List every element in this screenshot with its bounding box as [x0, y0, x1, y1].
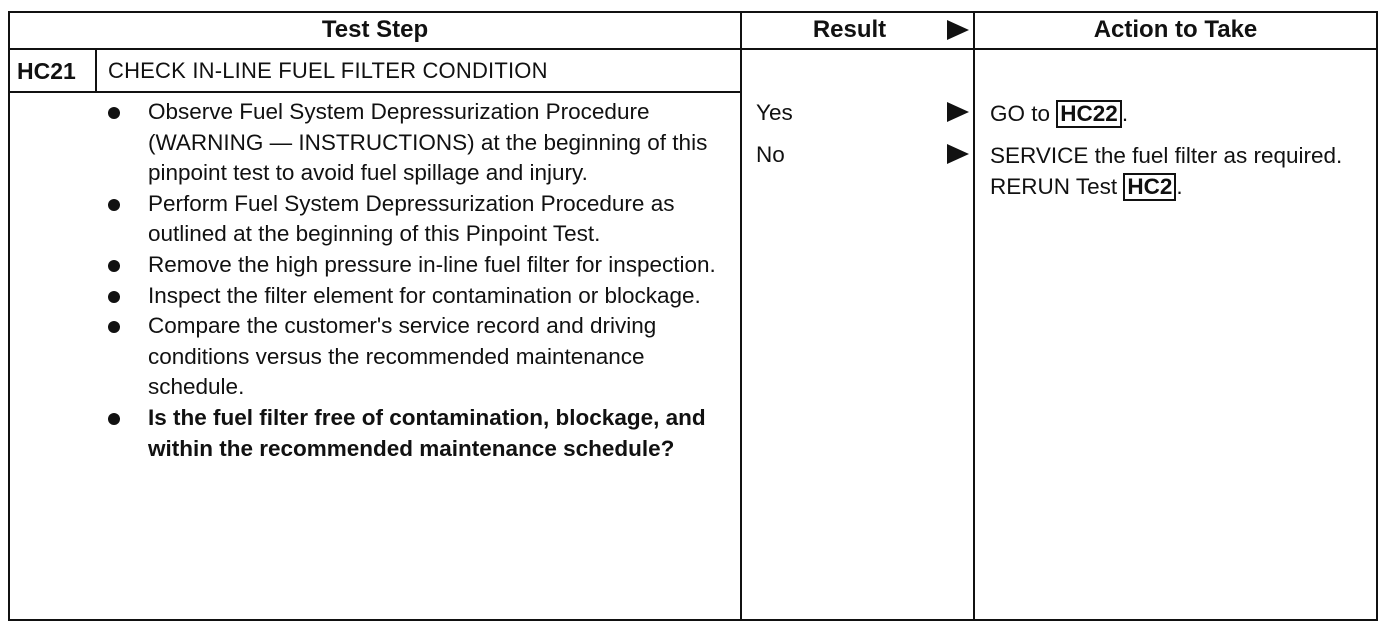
header-action-to-take: Action to Take: [1093, 16, 1258, 43]
header-bottom-border: [8, 48, 1378, 50]
step-bullet-text: Observe Fuel System Depressurization Procedure (WARNING — INSTRUCTIONS) at the beginning of this pinpoint test to avoid fuel spillage and injury.: [148, 99, 708, 186]
bullet-icon: [108, 107, 120, 119]
step-result-divider: [740, 11, 742, 621]
action-yes-test-ref: HC22: [1056, 100, 1122, 128]
step-title: CHECK IN-LINE FUEL FILTER CONDITION: [108, 58, 548, 83]
action-no: [990, 140, 1365, 202]
list-item: [104, 311, 734, 403]
code-cell-divider: [95, 48, 97, 93]
action-yes-suffix: .: [1121, 101, 1129, 126]
list-item: [104, 281, 734, 312]
result-yes: Yes: [756, 100, 793, 125]
action-no-test-ref: HC2: [1123, 173, 1176, 201]
header-test-step: Test Step: [321, 16, 429, 43]
table-top-border: [8, 11, 1378, 13]
step-bullet-text: Inspect the filter element for contamination or blockage.: [148, 282, 701, 308]
test-step-list: [104, 97, 734, 464]
step-bullet-text: Compare the customer's service record and driving conditions versus the recommended maintenance schedule.: [148, 313, 657, 400]
table-bottom-border: [8, 619, 1378, 621]
title-row-bottom-border: [8, 91, 742, 93]
bullet-icon: [108, 199, 120, 211]
header-arrow-icon: [947, 20, 969, 40]
bullet-icon: [108, 413, 120, 425]
bullet-icon: [108, 291, 120, 303]
step-code: HC21: [17, 58, 76, 84]
bullet-icon: [108, 321, 120, 333]
action-yes-text: GO to: [990, 101, 1057, 126]
table-right-border: [1376, 11, 1378, 621]
table-left-border: [8, 11, 10, 621]
list-item: [104, 250, 734, 281]
result-no-arrow-icon: [947, 144, 969, 164]
action-no-text: SERVICE the fuel filter as required. RERUN Test: [990, 143, 1343, 199]
list-item-question: [104, 403, 734, 464]
step-question-text: Is the fuel filter free of contamination, blockage, and within the recommended maintenance schedule?: [148, 404, 706, 461]
list-item: [104, 189, 734, 250]
list-item: [104, 97, 734, 189]
step-bullet-text: Remove the high pressure in-line fuel filter for inspection.: [148, 251, 716, 277]
action-no-suffix: .: [1176, 174, 1183, 199]
step-bullet-text: Perform Fuel System Depressurization Procedure as outlined at the beginning of this Pinpoint Test.: [148, 190, 675, 247]
result-no: No: [756, 142, 785, 167]
bullet-icon: [108, 260, 120, 272]
result-action-divider: [973, 11, 975, 621]
header-result: Result: [812, 16, 887, 43]
result-yes-arrow-icon: [947, 102, 969, 122]
action-yes: [990, 98, 1360, 129]
